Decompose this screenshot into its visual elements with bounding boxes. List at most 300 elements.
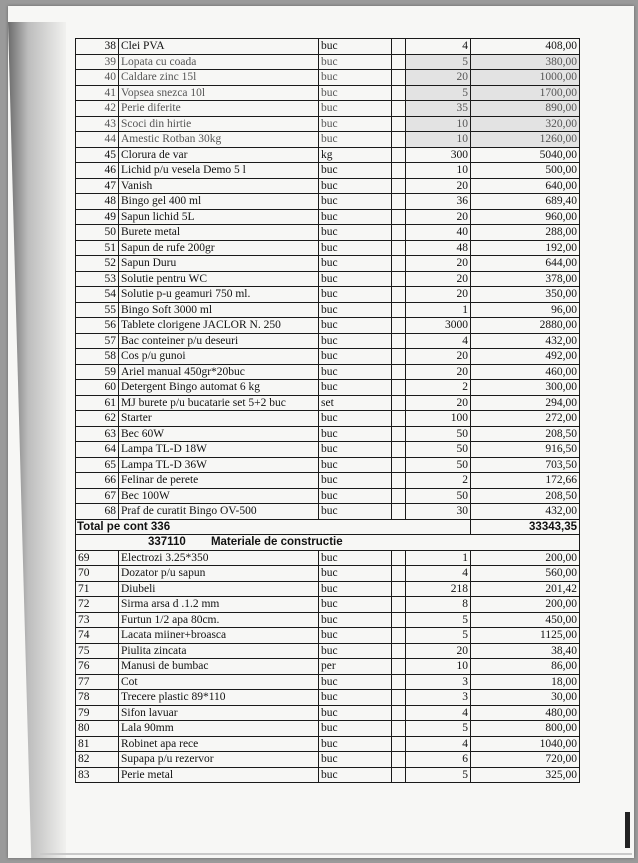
- item-name: Lampa TL-D 36W: [119, 457, 319, 473]
- item-name: Burete metal: [119, 225, 319, 241]
- empty-cell: [392, 628, 406, 644]
- unit-of-measure: buc: [319, 240, 392, 256]
- unit-of-measure: buc: [319, 442, 392, 458]
- quantity: 4: [406, 333, 471, 349]
- value: 30,00: [471, 690, 580, 706]
- value: 560,00: [471, 566, 580, 582]
- empty-cell: [392, 194, 406, 210]
- item-name: Tablete clorigene JACLOR N. 250: [119, 318, 319, 334]
- empty-cell: [392, 333, 406, 349]
- row-number: 47: [76, 178, 119, 194]
- value: 86,00: [471, 659, 580, 675]
- inventory-table-body-part2: [76, 550, 580, 783]
- value: 288,00: [471, 225, 580, 241]
- item-name: Praf de curatit Bingo OV-500: [119, 504, 319, 520]
- total-label: Total pe cont 336: [76, 519, 471, 535]
- empty-cell: [392, 612, 406, 628]
- value: 380,00: [471, 54, 580, 70]
- quantity: 40: [406, 225, 471, 241]
- table-row: [76, 163, 580, 179]
- empty-cell: [392, 705, 406, 721]
- item-name: Starter: [119, 411, 319, 427]
- value: 689,40: [471, 194, 580, 210]
- unit-of-measure: buc: [319, 767, 392, 783]
- item-name: Sirma arsa d .1.2 mm: [119, 597, 319, 613]
- value: 408,00: [471, 39, 580, 55]
- table-row: [76, 736, 580, 752]
- total-value: 33343,35: [471, 519, 580, 535]
- table-row: [76, 116, 580, 132]
- row-number: 50: [76, 225, 119, 241]
- section-header-row: [76, 535, 580, 551]
- quantity: 20: [406, 287, 471, 303]
- item-name: Sapun de rufe 200gr: [119, 240, 319, 256]
- unit-of-measure: buc: [319, 132, 392, 148]
- quantity: 50: [406, 426, 471, 442]
- unit-of-measure: buc: [319, 39, 392, 55]
- empty-cell: [392, 116, 406, 132]
- table-row: [76, 178, 580, 194]
- item-name: Bec 60W: [119, 426, 319, 442]
- row-number: 82: [76, 752, 119, 768]
- value: 294,00: [471, 395, 580, 411]
- table-row: [76, 380, 580, 396]
- quantity: 20: [406, 349, 471, 365]
- quantity: 5: [406, 721, 471, 737]
- table-row: [76, 302, 580, 318]
- value: 480,00: [471, 705, 580, 721]
- table-row: [76, 643, 580, 659]
- quantity: 5: [406, 54, 471, 70]
- item-name: Perie metal: [119, 767, 319, 783]
- item-name: Robinet apa rece: [119, 736, 319, 752]
- empty-cell: [392, 674, 406, 690]
- item-name: Cot: [119, 674, 319, 690]
- unit-of-measure: buc: [319, 488, 392, 504]
- row-number: 78: [76, 690, 119, 706]
- row-number: 65: [76, 457, 119, 473]
- empty-cell: [392, 659, 406, 675]
- unit-of-measure: buc: [319, 333, 392, 349]
- value: 1125,00: [471, 628, 580, 644]
- value: 1260,00: [471, 132, 580, 148]
- row-number: 73: [76, 612, 119, 628]
- quantity: 5: [406, 767, 471, 783]
- item-name: Caldare zinc 15l: [119, 70, 319, 86]
- quantity: 10: [406, 659, 471, 675]
- item-name: Electrozi 3.25*350: [119, 550, 319, 566]
- unit-of-measure: buc: [319, 721, 392, 737]
- row-number: 49: [76, 209, 119, 225]
- quantity: 4: [406, 736, 471, 752]
- value: 1000,00: [471, 70, 580, 86]
- item-name: Piulita zincata: [119, 643, 319, 659]
- quantity: 300: [406, 147, 471, 163]
- item-name: Lampa TL-D 18W: [119, 442, 319, 458]
- value: 890,00: [471, 101, 580, 117]
- unit-of-measure: buc: [319, 581, 392, 597]
- row-number: 62: [76, 411, 119, 427]
- item-name: Amestic Rotban 30kg: [119, 132, 319, 148]
- empty-cell: [392, 767, 406, 783]
- quantity: 20: [406, 178, 471, 194]
- empty-cell: [392, 225, 406, 241]
- row-number: 43: [76, 116, 119, 132]
- value: 432,00: [471, 333, 580, 349]
- unit-of-measure: buc: [319, 209, 392, 225]
- value: 432,00: [471, 504, 580, 520]
- empty-cell: [392, 364, 406, 380]
- total-row: [76, 519, 580, 535]
- empty-cell: [392, 597, 406, 613]
- table-row: [76, 101, 580, 117]
- item-name: Cos p/u gunoi: [119, 349, 319, 365]
- unit-of-measure: buc: [319, 70, 392, 86]
- empty-cell: [392, 85, 406, 101]
- value: 960,00: [471, 209, 580, 225]
- item-name: Detergent Bingo automat 6 kg: [119, 380, 319, 396]
- row-number: 81: [76, 736, 119, 752]
- binding-mark: [625, 812, 630, 848]
- row-number: 64: [76, 442, 119, 458]
- table-row: [76, 411, 580, 427]
- quantity: 10: [406, 132, 471, 148]
- unit-of-measure: buc: [319, 178, 392, 194]
- row-number: 48: [76, 194, 119, 210]
- value: 208,50: [471, 426, 580, 442]
- empty-cell: [392, 240, 406, 256]
- empty-cell: [392, 39, 406, 55]
- quantity: 100: [406, 411, 471, 427]
- empty-cell: [392, 581, 406, 597]
- table-row: [76, 54, 580, 70]
- page-edge: [40, 853, 632, 855]
- item-name: Clorura de var: [119, 147, 319, 163]
- row-number: 75: [76, 643, 119, 659]
- value: 272,00: [471, 411, 580, 427]
- unit-of-measure: buc: [319, 457, 392, 473]
- value: 800,00: [471, 721, 580, 737]
- value: 200,00: [471, 597, 580, 613]
- value: 644,00: [471, 256, 580, 272]
- item-name: Ariel manual 450gr*20buc: [119, 364, 319, 380]
- empty-cell: [392, 411, 406, 427]
- table-row: [76, 442, 580, 458]
- row-number: 80: [76, 721, 119, 737]
- row-number: 69: [76, 550, 119, 566]
- table-row: [76, 147, 580, 163]
- table-row: [76, 333, 580, 349]
- empty-cell: [392, 380, 406, 396]
- table-row: [76, 70, 580, 86]
- unit-of-measure: buc: [319, 85, 392, 101]
- table-row: [76, 488, 580, 504]
- value: 200,00: [471, 550, 580, 566]
- unit-of-measure: buc: [319, 349, 392, 365]
- row-number: 63: [76, 426, 119, 442]
- row-number: 60: [76, 380, 119, 396]
- row-number: 40: [76, 70, 119, 86]
- value: 500,00: [471, 163, 580, 179]
- row-number: 79: [76, 705, 119, 721]
- item-name: Bingo Soft 3000 ml: [119, 302, 319, 318]
- table-row: [76, 287, 580, 303]
- inventory-table-body-part1: [76, 39, 580, 520]
- unit-of-measure: buc: [319, 504, 392, 520]
- empty-cell: [392, 442, 406, 458]
- empty-cell: [392, 163, 406, 179]
- item-name: Vanish: [119, 178, 319, 194]
- item-name: Lopata cu coada: [119, 54, 319, 70]
- value: 18,00: [471, 674, 580, 690]
- item-name: MJ burete p/u bucatarie set 5+2 buc: [119, 395, 319, 411]
- quantity: 1: [406, 302, 471, 318]
- empty-cell: [392, 209, 406, 225]
- row-number: 71: [76, 581, 119, 597]
- empty-cell: [392, 271, 406, 287]
- value: 640,00: [471, 178, 580, 194]
- empty-cell: [392, 566, 406, 582]
- value: 208,50: [471, 488, 580, 504]
- table-row: [76, 318, 580, 334]
- table-row: [76, 581, 580, 597]
- table-row: [76, 85, 580, 101]
- item-name: Sapun Duru: [119, 256, 319, 272]
- row-number: 38: [76, 39, 119, 55]
- table-row: [76, 395, 580, 411]
- item-name: Solutie pentru WC: [119, 271, 319, 287]
- table-row: [76, 457, 580, 473]
- unit-of-measure: buc: [319, 628, 392, 644]
- empty-cell: [392, 70, 406, 86]
- empty-cell: [392, 349, 406, 365]
- unit-of-measure: buc: [319, 225, 392, 241]
- unit-of-measure: buc: [319, 752, 392, 768]
- table-row: [76, 752, 580, 768]
- table-row: [76, 364, 580, 380]
- quantity: 48: [406, 240, 471, 256]
- table-row: [76, 674, 580, 690]
- total-block: [76, 519, 580, 550]
- value: 201,42: [471, 581, 580, 597]
- row-number: 51: [76, 240, 119, 256]
- item-name: Dozator p/u sapun: [119, 566, 319, 582]
- unit-of-measure: set: [319, 395, 392, 411]
- item-name: Sifon lavuar: [119, 705, 319, 721]
- row-number: 39: [76, 54, 119, 70]
- unit-of-measure: buc: [319, 256, 392, 272]
- row-number: 41: [76, 85, 119, 101]
- row-number: 54: [76, 287, 119, 303]
- table-row: [76, 612, 580, 628]
- value: 460,00: [471, 364, 580, 380]
- quantity: 3: [406, 674, 471, 690]
- quantity: 20: [406, 209, 471, 225]
- unit-of-measure: buc: [319, 643, 392, 659]
- unit-of-measure: buc: [319, 101, 392, 117]
- unit-of-measure: per: [319, 659, 392, 675]
- quantity: 50: [406, 457, 471, 473]
- row-number: 61: [76, 395, 119, 411]
- value: 325,00: [471, 767, 580, 783]
- item-name: Bec 100W: [119, 488, 319, 504]
- empty-cell: [392, 690, 406, 706]
- empty-cell: [392, 550, 406, 566]
- item-name: Bingo gel 400 ml: [119, 194, 319, 210]
- row-number: 76: [76, 659, 119, 675]
- table-row: [76, 550, 580, 566]
- unit-of-measure: buc: [319, 116, 392, 132]
- unit-of-measure: buc: [319, 612, 392, 628]
- value: 96,00: [471, 302, 580, 318]
- section-header: [76, 535, 580, 551]
- table-row: [76, 256, 580, 272]
- unit-of-measure: kg: [319, 147, 392, 163]
- quantity: 20: [406, 643, 471, 659]
- item-name: Scoci din hirtie: [119, 116, 319, 132]
- unit-of-measure: buc: [319, 318, 392, 334]
- empty-cell: [392, 256, 406, 272]
- table-row: [76, 628, 580, 644]
- row-number: 44: [76, 132, 119, 148]
- row-number: 55: [76, 302, 119, 318]
- item-name: Trecere plastic 89*110: [119, 690, 319, 706]
- item-name: Vopsea snezca 10l: [119, 85, 319, 101]
- unit-of-measure: buc: [319, 426, 392, 442]
- quantity: 20: [406, 395, 471, 411]
- item-name: Felinar de perete: [119, 473, 319, 489]
- table-row: [76, 473, 580, 489]
- quantity: 20: [406, 364, 471, 380]
- empty-cell: [392, 457, 406, 473]
- quantity: 10: [406, 116, 471, 132]
- quantity: 2: [406, 473, 471, 489]
- unit-of-measure: buc: [319, 705, 392, 721]
- table-row: [76, 705, 580, 721]
- item-name: Manusi de bumbac: [119, 659, 319, 675]
- table-row: [76, 132, 580, 148]
- quantity: 36: [406, 194, 471, 210]
- item-name: Lichid p/u vesela Demo 5 l: [119, 163, 319, 179]
- value: 320,00: [471, 116, 580, 132]
- table-row: [76, 349, 580, 365]
- value: 720,00: [471, 752, 580, 768]
- row-number: 46: [76, 163, 119, 179]
- row-number: 57: [76, 333, 119, 349]
- empty-cell: [392, 318, 406, 334]
- row-number: 68: [76, 504, 119, 520]
- table-row: [76, 721, 580, 737]
- row-number: 72: [76, 597, 119, 613]
- unit-of-measure: buc: [319, 674, 392, 690]
- quantity: 10: [406, 163, 471, 179]
- row-number: 70: [76, 566, 119, 582]
- table-row: [76, 240, 580, 256]
- value: 172,66: [471, 473, 580, 489]
- unit-of-measure: buc: [319, 411, 392, 427]
- quantity: 5: [406, 85, 471, 101]
- value: 300,00: [471, 380, 580, 396]
- item-name: Diubeli: [119, 581, 319, 597]
- quantity: 50: [406, 488, 471, 504]
- empty-cell: [392, 101, 406, 117]
- unit-of-measure: buc: [319, 287, 392, 303]
- row-number: 66: [76, 473, 119, 489]
- quantity: 4: [406, 566, 471, 582]
- item-name: Lala 90mm: [119, 721, 319, 737]
- empty-cell: [392, 721, 406, 737]
- item-name: Bac conteiner p/u deseuri: [119, 333, 319, 349]
- unit-of-measure: buc: [319, 364, 392, 380]
- quantity: 3: [406, 690, 471, 706]
- empty-cell: [392, 147, 406, 163]
- row-number: 45: [76, 147, 119, 163]
- table-row: [76, 194, 580, 210]
- value: 350,00: [471, 287, 580, 303]
- value: 1700,00: [471, 85, 580, 101]
- row-number: 53: [76, 271, 119, 287]
- empty-cell: [392, 302, 406, 318]
- unit-of-measure: buc: [319, 380, 392, 396]
- row-number: 74: [76, 628, 119, 644]
- empty-cell: [392, 473, 406, 489]
- row-number: 52: [76, 256, 119, 272]
- empty-cell: [392, 504, 406, 520]
- unit-of-measure: buc: [319, 597, 392, 613]
- table-row: [76, 209, 580, 225]
- row-number: 59: [76, 364, 119, 380]
- table-row: [76, 225, 580, 241]
- unit-of-measure: buc: [319, 736, 392, 752]
- value: 703,50: [471, 457, 580, 473]
- empty-cell: [392, 178, 406, 194]
- unit-of-measure: buc: [319, 566, 392, 582]
- item-name: Solutie p-u geamuri 750 ml.: [119, 287, 319, 303]
- value: 192,00: [471, 240, 580, 256]
- inventory-table: [75, 38, 580, 783]
- quantity: 35: [406, 101, 471, 117]
- row-number: 77: [76, 674, 119, 690]
- quantity: 50: [406, 442, 471, 458]
- table-row: [76, 597, 580, 613]
- item-name: Perie diferite: [119, 101, 319, 117]
- item-name: Supapa p/u rezervor: [119, 752, 319, 768]
- table-row: [76, 690, 580, 706]
- empty-cell: [392, 752, 406, 768]
- empty-cell: [392, 287, 406, 303]
- unit-of-measure: buc: [319, 690, 392, 706]
- quantity: 8: [406, 597, 471, 613]
- item-name: Lacata miiner+broasca: [119, 628, 319, 644]
- value: 916,50: [471, 442, 580, 458]
- unit-of-measure: buc: [319, 302, 392, 318]
- quantity: 1: [406, 550, 471, 566]
- table-row: [76, 271, 580, 287]
- empty-cell: [392, 488, 406, 504]
- row-number: 67: [76, 488, 119, 504]
- table-row: [76, 426, 580, 442]
- quantity: 218: [406, 581, 471, 597]
- empty-cell: [392, 395, 406, 411]
- table-row: [76, 39, 580, 55]
- row-number: 56: [76, 318, 119, 334]
- value: 38,40: [471, 643, 580, 659]
- unit-of-measure: buc: [319, 194, 392, 210]
- quantity: 20: [406, 271, 471, 287]
- value: 5040,00: [471, 147, 580, 163]
- empty-cell: [392, 643, 406, 659]
- row-number: 58: [76, 349, 119, 365]
